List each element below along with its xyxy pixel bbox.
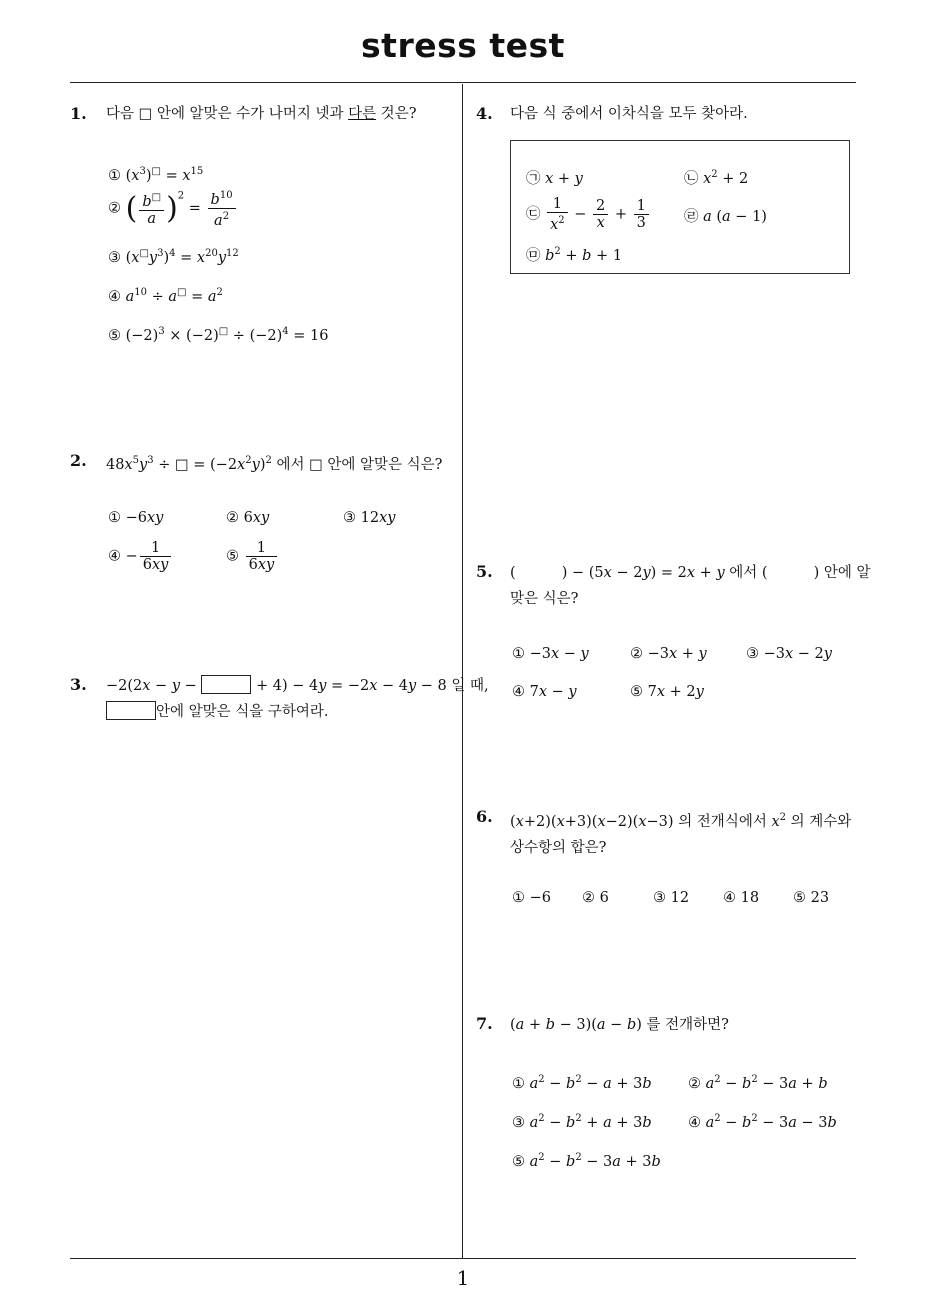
- q4-item-1: ㉠ x + y: [526, 171, 583, 187]
- q1-choice-4: ④ $a^{10} \div a^□ = a^2$: [108, 287, 223, 305]
- q5-choice-4: ④ 7x − y: [512, 684, 577, 700]
- question-4-text: 다음 식 중에서 이차식을 모두 찾아라.: [510, 106, 748, 122]
- q7-choice-1: ① $a^2 - b^2 - a + 3b$: [512, 1074, 652, 1092]
- question-4-number: 4.: [476, 104, 493, 123]
- question-2-number: 2.: [70, 451, 87, 470]
- q7-choice-2: ② $a^2 - b^2 - 3a + b$: [688, 1074, 828, 1092]
- q6-choice-1: ① −6: [512, 890, 551, 906]
- q4-item-3: ㉢ $\frac{1}{x^2}$ − $\frac{2}{x}$ + $\frac{1}{3}$: [526, 196, 651, 233]
- q1-choice-5: ⑤ $(-2)^3 \times (-2)^□ \div (-2)^4 = 16$: [108, 326, 329, 344]
- question-6-number: 6.: [476, 807, 493, 826]
- question-3-text: −2(2x − y − + 4) − 4y = −2x − 4y − 8 일 때, 안에 알맞은 식을 구하여라.: [106, 673, 489, 725]
- q6-choice-3: ③ 12: [653, 890, 690, 906]
- q2-choice-4: ④ − $\frac{1}{6xy}$: [108, 540, 173, 573]
- q7-choice-4: ④ $a^2 - b^2 - 3a - 3b$: [688, 1113, 837, 1131]
- question-1-number: 1.: [70, 104, 87, 123]
- q5-choice-1: ① −3x − y: [512, 646, 589, 662]
- q2-choice-2: ② 6xy: [226, 510, 270, 526]
- page-title: stress test: [361, 26, 565, 65]
- q1-choice-2: ② ( $\frac{b^□}{a}$ )$^2$ = $\frac{b^{10}}{a^2}$: [108, 188, 238, 229]
- q7-choice-5: ⑤ $a^2 - b^2 - 3a + 3b$: [512, 1152, 661, 1170]
- q4-item-2: ㉡ $x^2 + 2$: [684, 169, 749, 187]
- q6-choice-5: ⑤ 23: [793, 890, 830, 906]
- q6-choice-2: ② 6: [582, 890, 609, 906]
- q7-choice-3: ③ $a^2 - b^2 + a + 3b$: [512, 1113, 652, 1131]
- q5-choice-3: ③ −3x − 2y: [746, 646, 832, 662]
- question-7-number: 7.: [476, 1014, 493, 1033]
- q2-choice-5: ⑤ $\frac{1}{6xy}$: [226, 540, 279, 573]
- question-6-text: (x+2)(x+3)(x−2)(x−3) 의 전개식에서 $x^2$ 의 계수와 상수항의 합은?: [510, 812, 852, 856]
- q2-choice-1: ① −6xy: [108, 510, 164, 526]
- question-5-number: 5.: [476, 562, 493, 581]
- q5-choice-5: ⑤ 7x + 2y: [630, 684, 704, 700]
- page-number: 1: [456, 1266, 470, 1290]
- question-5-text: ( ) − (5x − 2y) = 2x + y 에서 ( ) 안에 알 맞은 식은?: [510, 565, 871, 607]
- bottom-rule: [70, 1258, 856, 1259]
- question-3-number: 3.: [70, 675, 87, 694]
- q2-choice-3: ③ 12xy: [343, 510, 396, 526]
- q4-item-4: ㉣ a (a − 1): [684, 209, 767, 225]
- top-rule: [70, 82, 856, 83]
- q5-choice-2: ② −3x + y: [630, 646, 707, 662]
- question-7-text: (a + b − 3)(a − b) 를 전개하면?: [510, 1017, 729, 1033]
- question-1-text: 다음 □ 안에 알맞은 수가 나머지 넷과 다른 것은?: [106, 106, 417, 122]
- question-2-text: $48x^5y^3$ ÷ □ = $(-2x^2y)^2$ 에서 □ 안에 알맞은 식은?: [106, 455, 443, 473]
- q1-choice-3: ③ $(x^□y^3)^4 = x^{20}y^{12}$: [108, 248, 239, 266]
- q6-choice-4: ④ 18: [723, 890, 760, 906]
- q1-choice-1: ① $(x^3)^□ = x^{15}$: [108, 166, 204, 184]
- column-divider: [462, 84, 463, 1259]
- q4-item-5: ㉤ $b^2 + b + 1$: [526, 246, 623, 264]
